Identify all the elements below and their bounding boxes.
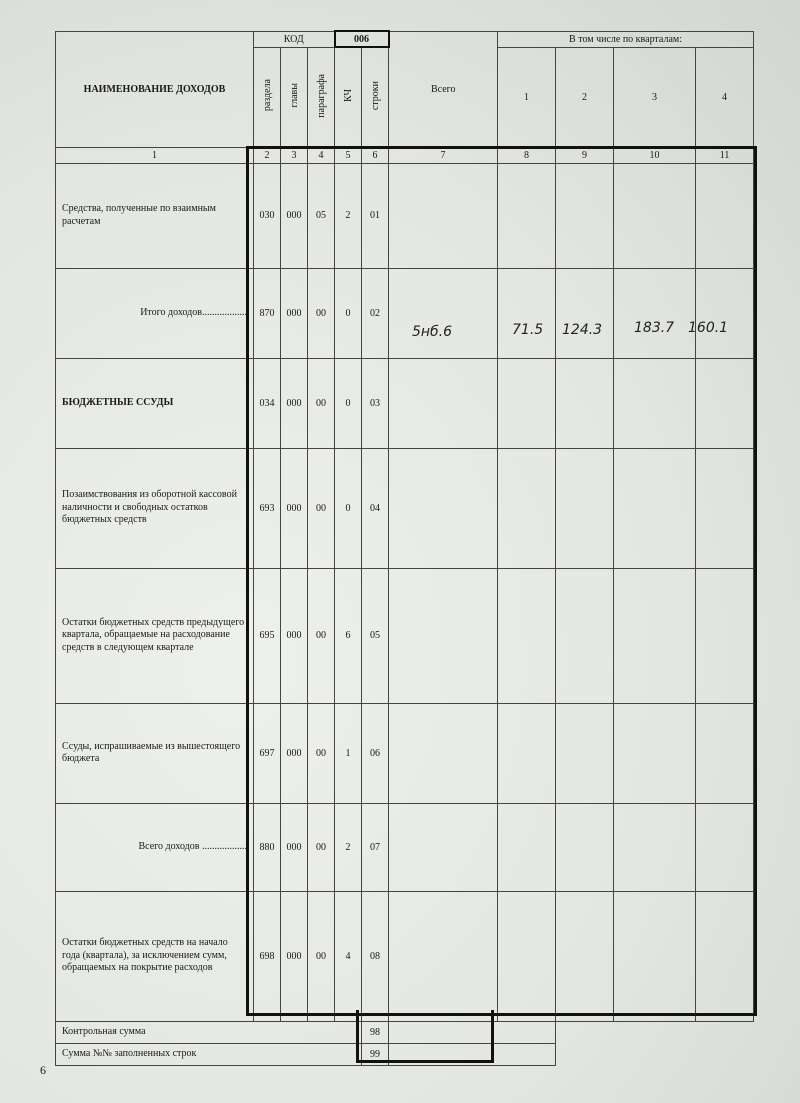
cell-razdel: 698 bbox=[254, 891, 281, 1021]
table-row bbox=[56, 448, 754, 568]
cell-paragraf: 00 bbox=[308, 448, 335, 568]
cell-vsego[interactable] bbox=[389, 703, 498, 803]
cell-stroka: 06 bbox=[362, 703, 389, 803]
handwritten-q2: 124.3 bbox=[562, 322, 603, 338]
row-count-value[interactable] bbox=[389, 1043, 556, 1065]
col-num: 9 bbox=[556, 147, 614, 163]
header-q3: 3 bbox=[614, 47, 696, 147]
col-num: 5 bbox=[335, 147, 362, 163]
table-row bbox=[56, 891, 754, 1021]
cell-razdel: 870 bbox=[254, 268, 281, 358]
cell-razdel: 695 bbox=[254, 568, 281, 703]
cell-paragraf: 00 bbox=[308, 803, 335, 891]
cell-paragraf: 00 bbox=[308, 568, 335, 703]
cell-kch: 4 bbox=[335, 891, 362, 1021]
cell-glava: 000 bbox=[281, 703, 308, 803]
handwritten-q3: 183.7 bbox=[634, 320, 675, 336]
col-num: 1 bbox=[56, 147, 254, 163]
cell-glava: 000 bbox=[281, 358, 308, 448]
cell-q1[interactable] bbox=[498, 448, 556, 568]
cell-q3[interactable] bbox=[614, 268, 696, 358]
row-count-code: 99 bbox=[362, 1043, 389, 1065]
cell-razdel: 693 bbox=[254, 448, 281, 568]
row-name: БЮДЖЕТНЫЕ ССУДЫ bbox=[56, 358, 254, 448]
cell-stroka: 01 bbox=[362, 163, 389, 268]
cell-vsego[interactable] bbox=[389, 268, 498, 358]
row-count-row bbox=[56, 1043, 754, 1065]
cell-q4[interactable] bbox=[696, 163, 754, 268]
cell-q4[interactable] bbox=[696, 891, 754, 1021]
cell-razdel: 880 bbox=[254, 803, 281, 891]
cell-paragraf: 00 bbox=[308, 358, 335, 448]
cell-q3[interactable] bbox=[614, 803, 696, 891]
cell-q2[interactable] bbox=[556, 268, 614, 358]
cell-q2[interactable] bbox=[556, 163, 614, 268]
cell-vsego[interactable] bbox=[389, 163, 498, 268]
cell-razdel: 030 bbox=[254, 163, 281, 268]
row-name: Остатки бюджетных средств на начало года (квартала), за исключением сумм, обращаемых на покрытие расходов bbox=[56, 891, 254, 1021]
cell-q1[interactable] bbox=[498, 891, 556, 1021]
income-table bbox=[55, 30, 754, 1066]
col-num: 11 bbox=[696, 147, 754, 163]
cell-glava: 000 bbox=[281, 803, 308, 891]
cell-q2[interactable] bbox=[556, 891, 614, 1021]
cell-vsego[interactable] bbox=[389, 891, 498, 1021]
cell-q1[interactable] bbox=[498, 703, 556, 803]
cell-q4[interactable] bbox=[696, 358, 754, 448]
cell-q2[interactable] bbox=[556, 803, 614, 891]
col-num: 10 bbox=[614, 147, 696, 163]
header-col-paragrafa: параграфа bbox=[308, 47, 335, 147]
cell-stroka: 08 bbox=[362, 891, 389, 1021]
cell-paragraf: 00 bbox=[308, 703, 335, 803]
cell-glava: 000 bbox=[281, 891, 308, 1021]
cell-kch: 2 bbox=[335, 163, 362, 268]
cell-q2[interactable] bbox=[556, 703, 614, 803]
cell-razdel: 697 bbox=[254, 703, 281, 803]
cell-stroka: 04 bbox=[362, 448, 389, 568]
table-row bbox=[56, 268, 754, 358]
table-row bbox=[56, 803, 754, 891]
cell-stroka: 03 bbox=[362, 358, 389, 448]
row-name: Средства, полученные по взаимным расчетам bbox=[56, 163, 254, 268]
blank bbox=[556, 1043, 754, 1065]
column-numbers-row bbox=[56, 147, 754, 163]
cell-glava: 000 bbox=[281, 448, 308, 568]
header-name: НАИМЕНОВАНИЕ ДОХОДОВ bbox=[56, 31, 254, 147]
row-name: Позаимствования из оборотной кассовой наличности и свободных остатков бюджетных средств bbox=[56, 448, 254, 568]
cell-kch: 0 bbox=[335, 358, 362, 448]
blank bbox=[556, 1021, 754, 1043]
cell-kch: 0 bbox=[335, 268, 362, 358]
cell-q4[interactable] bbox=[696, 568, 754, 703]
header-quarters-title: В том числе по кварталам: bbox=[498, 31, 754, 47]
row-count-label: Сумма №№ заполненных строк bbox=[56, 1043, 362, 1065]
cell-stroka: 07 bbox=[362, 803, 389, 891]
cell-kch: 0 bbox=[335, 448, 362, 568]
cell-q3[interactable] bbox=[614, 358, 696, 448]
cell-stroka: 05 bbox=[362, 568, 389, 703]
cell-stroka: 02 bbox=[362, 268, 389, 358]
handwritten-q4: 160.1 bbox=[688, 320, 729, 336]
table-row bbox=[56, 358, 754, 448]
cell-q2[interactable] bbox=[556, 448, 614, 568]
cell-kch: 2 bbox=[335, 803, 362, 891]
cell-kch: 1 bbox=[335, 703, 362, 803]
cell-q1[interactable] bbox=[498, 163, 556, 268]
cell-glava: 000 bbox=[281, 268, 308, 358]
col-num: 7 bbox=[389, 147, 498, 163]
control-sum-code: 98 bbox=[362, 1021, 389, 1043]
handwritten-q1: 71.5 bbox=[512, 322, 544, 338]
col-num: 8 bbox=[498, 147, 556, 163]
header-q4: 4 bbox=[696, 47, 754, 147]
cell-vsego[interactable] bbox=[389, 803, 498, 891]
col-num: 4 bbox=[308, 147, 335, 163]
cell-q1[interactable] bbox=[498, 568, 556, 703]
cell-paragraf: 00 bbox=[308, 268, 335, 358]
cell-glava: 000 bbox=[281, 568, 308, 703]
row-name: Остатки бюджетных средств предыдущего квартала, обращаемые на расходование средств в следующем квартале bbox=[56, 568, 254, 703]
row-name: Итого доходов.................. bbox=[56, 268, 254, 358]
cell-q3[interactable] bbox=[614, 163, 696, 268]
row-name: Ссуды, испрашиваемые из вышестоящего бюджета bbox=[56, 703, 254, 803]
row-name: Всего доходов .................. bbox=[56, 803, 254, 891]
header-col-kch: КЧ bbox=[335, 47, 362, 147]
cell-razdel: 034 bbox=[254, 358, 281, 448]
header-col-glavy: главы bbox=[281, 47, 308, 147]
header-kod: КОД bbox=[254, 31, 335, 47]
table-row bbox=[56, 703, 754, 803]
cell-vsego[interactable] bbox=[389, 358, 498, 448]
cell-q4[interactable] bbox=[696, 268, 754, 358]
header-vsego: Всего bbox=[389, 31, 498, 147]
cell-paragraf: 05 bbox=[308, 163, 335, 268]
cell-q1[interactable] bbox=[498, 358, 556, 448]
cell-q2[interactable] bbox=[556, 358, 614, 448]
cell-q4[interactable] bbox=[696, 703, 754, 803]
col-num: 2 bbox=[254, 147, 281, 163]
page-number: 6 bbox=[40, 1063, 46, 1077]
cell-q3[interactable] bbox=[614, 891, 696, 1021]
cell-q3[interactable] bbox=[614, 568, 696, 703]
header-q2: 2 bbox=[556, 47, 614, 147]
handwritten-total: 5нб.6 bbox=[412, 324, 453, 340]
cell-kch: 6 bbox=[335, 568, 362, 703]
col-num: 6 bbox=[362, 147, 389, 163]
table-row bbox=[56, 568, 754, 703]
cell-vsego[interactable] bbox=[389, 568, 498, 703]
cell-q1[interactable] bbox=[498, 803, 556, 891]
cell-q1[interactable] bbox=[498, 268, 556, 358]
control-sum-label: Контрольная сумма bbox=[56, 1021, 362, 1043]
table-row bbox=[56, 163, 754, 268]
control-sum-row bbox=[56, 1021, 754, 1043]
cell-q4[interactable] bbox=[696, 448, 754, 568]
cell-vsego[interactable] bbox=[389, 448, 498, 568]
header-kod-value: 006 bbox=[335, 31, 389, 47]
cell-paragraf: 00 bbox=[308, 891, 335, 1021]
col-num: 3 bbox=[281, 147, 308, 163]
cell-q3[interactable] bbox=[614, 703, 696, 803]
header-q1: 1 bbox=[498, 47, 556, 147]
cell-q4[interactable] bbox=[696, 803, 754, 891]
control-sum-value[interactable] bbox=[389, 1021, 556, 1043]
header-col-razdela: раздела bbox=[254, 47, 281, 147]
header-col-stroki: строки bbox=[362, 47, 389, 147]
cell-glava: 000 bbox=[281, 163, 308, 268]
cell-q2[interactable] bbox=[556, 568, 614, 703]
cell-q3[interactable] bbox=[614, 448, 696, 568]
